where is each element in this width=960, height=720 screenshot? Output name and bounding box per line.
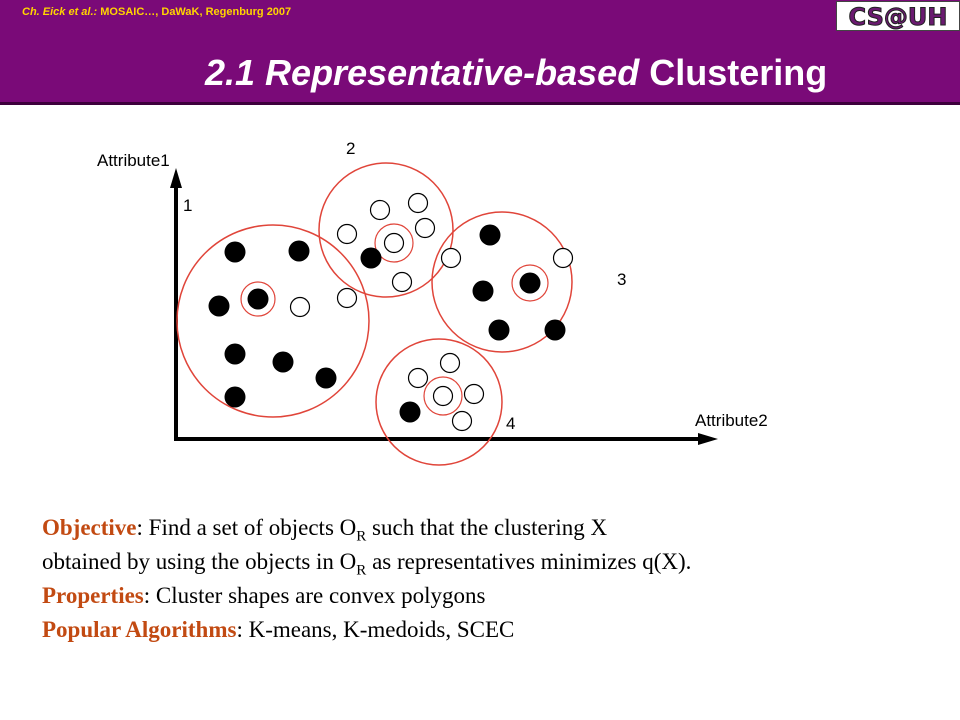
data-point xyxy=(545,320,566,341)
title-rest: Clustering xyxy=(639,52,828,93)
clustering-diagram xyxy=(0,105,960,485)
data-point xyxy=(400,402,421,423)
representative-point xyxy=(248,289,269,310)
data-point xyxy=(409,194,428,213)
data-point xyxy=(409,369,428,388)
cluster-4 xyxy=(376,339,502,465)
y-axis-arrowhead xyxy=(170,168,182,188)
data-point xyxy=(453,412,472,431)
line2-subscript: R xyxy=(356,562,367,579)
properties-label: Properties xyxy=(42,583,144,608)
cluster-boundary xyxy=(177,225,369,417)
properties-text: : Cluster shapes are convex polygons xyxy=(143,583,486,608)
slide-title xyxy=(205,52,827,94)
x-axis-arrowhead xyxy=(698,433,718,445)
data-point xyxy=(371,201,390,220)
data-point xyxy=(393,273,412,292)
line2-text-2: as representatives minimizes q(X). xyxy=(366,549,692,574)
objective-label: Objective xyxy=(42,515,137,540)
data-point xyxy=(489,320,510,341)
objective-text-1: : Find a set of objects O xyxy=(136,515,357,540)
line2-text-1: obtained by using the objects in O xyxy=(42,549,357,574)
citation-details: MOSAIC…, DaWaK, Regenburg 2007 xyxy=(97,6,292,18)
title-italic: 2.1 Representative-based xyxy=(205,52,640,93)
objective-line-2 xyxy=(42,545,691,579)
cluster-label-1: 1 xyxy=(183,196,193,215)
representative-point xyxy=(434,387,453,406)
objective-subscript: R xyxy=(356,528,367,545)
y-axis-label: Attribute1 xyxy=(97,151,170,170)
data-point xyxy=(209,296,230,317)
data-point xyxy=(289,241,310,262)
cluster-label-4: 4 xyxy=(506,414,516,433)
data-point xyxy=(480,225,501,246)
cs-uh-logo xyxy=(836,1,960,31)
data-point xyxy=(225,344,246,365)
slide-body xyxy=(42,511,691,647)
data-point xyxy=(416,219,435,238)
data-point xyxy=(361,248,382,269)
cluster-label-2: 2 xyxy=(346,139,356,158)
cluster-label-3: 3 xyxy=(617,270,627,289)
data-point xyxy=(465,385,484,404)
cluster-1 xyxy=(177,225,369,417)
x-axis-label: Attribute2 xyxy=(695,411,768,430)
data-point xyxy=(291,298,310,317)
algorithms-line xyxy=(42,613,691,647)
citation xyxy=(22,6,291,18)
data-point xyxy=(442,249,461,268)
logo-text: CS@UH xyxy=(848,3,948,30)
data-point xyxy=(473,281,494,302)
objective-text-2: such that the clustering X xyxy=(366,515,608,540)
algorithms-label: Popular Algorithms xyxy=(42,617,237,642)
properties-line xyxy=(42,579,691,613)
data-point xyxy=(441,354,460,373)
data-point xyxy=(225,242,246,263)
logo-graphic xyxy=(837,2,959,30)
algorithms-text: : K-means, K-medoids, SCEC xyxy=(236,617,515,642)
data-point xyxy=(225,387,246,408)
representative-point xyxy=(520,273,541,294)
citation-author: Ch. Eick et al.: xyxy=(22,6,98,18)
representative-point xyxy=(385,234,404,253)
data-point xyxy=(338,225,357,244)
data-point xyxy=(338,289,357,308)
data-point xyxy=(316,368,337,389)
data-point xyxy=(554,249,573,268)
data-point xyxy=(273,352,294,373)
cluster-2 xyxy=(319,163,453,308)
objective-line-1 xyxy=(42,511,691,545)
